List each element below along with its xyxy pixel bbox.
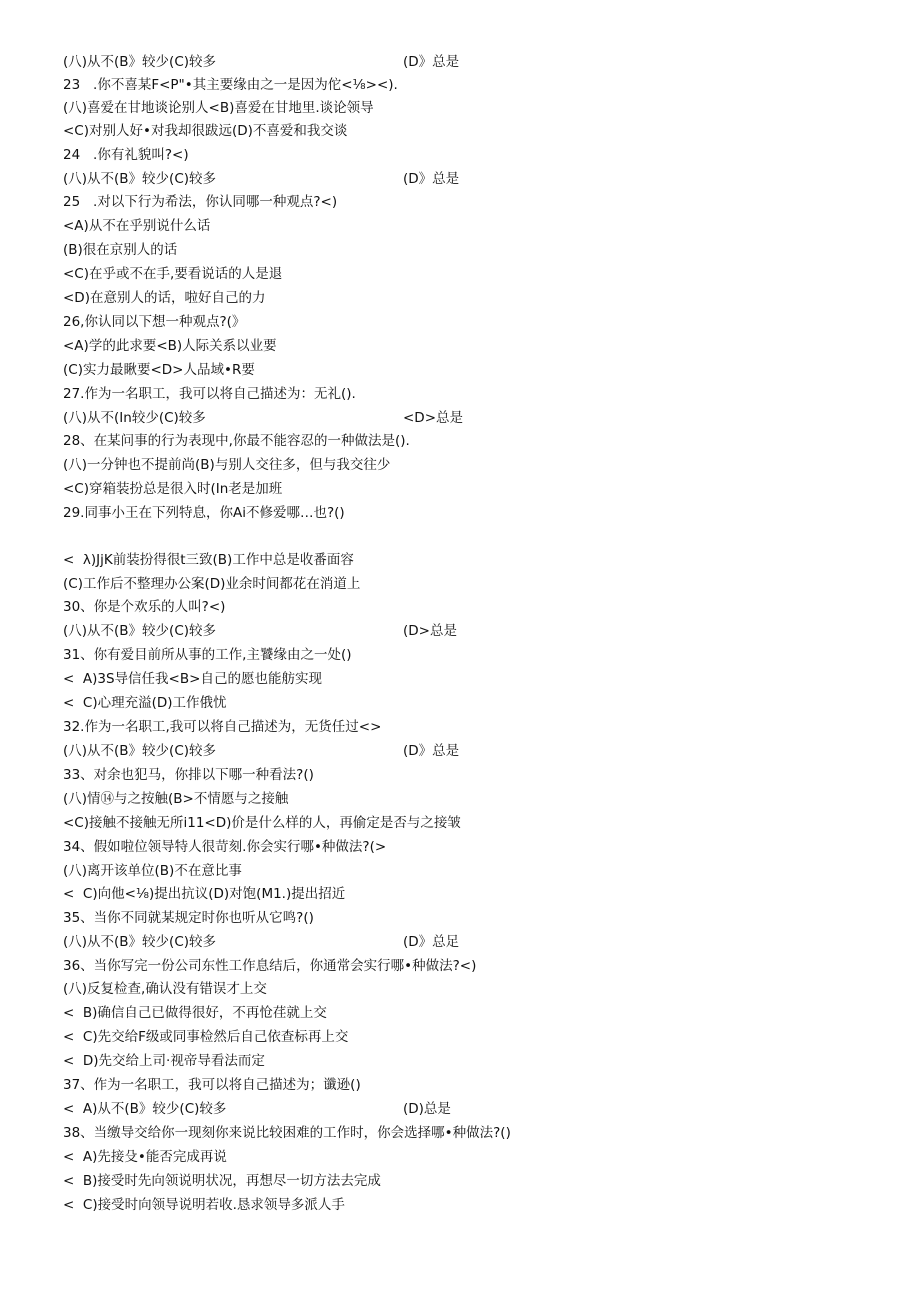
text-line [63, 1100, 451, 1118]
line-text: <A)从不在乎别说什么话 [63, 218, 211, 234]
line-text: 31、你有爱目前所从事的工作,主饕缘由之一处() [63, 647, 352, 663]
text-line [63, 862, 242, 880]
text-line [63, 456, 390, 474]
text-line [63, 838, 386, 856]
option-d-text: (D》总是 [403, 171, 460, 187]
line-text: < A)先接殳•能否完成再说 [63, 1149, 227, 1165]
line-text: 36、当你写完一份公司东性工作息结后，你通常会实行哪•种做法?<) [63, 958, 477, 974]
text-line [63, 575, 360, 593]
line-text: <A)学的此求要<B)人际关系以业要 [63, 338, 277, 354]
line-text: (八)离开该单位(B)不在意比事 [63, 863, 242, 879]
text-line [63, 694, 227, 712]
text-line [63, 409, 464, 427]
line-text: (B)很在京别人的话 [63, 242, 178, 258]
text-line [63, 504, 345, 522]
text-line [63, 885, 345, 903]
text-line [63, 670, 322, 688]
text-line [63, 1196, 345, 1214]
text-line [63, 289, 265, 307]
line-text: <C)接触不接触无所i11<D)价是什么样的人，再偷定是否与之接皱 [63, 815, 461, 831]
text-line [63, 766, 314, 784]
text-line [63, 646, 352, 664]
text-line [63, 1172, 381, 1190]
text-line [63, 814, 461, 832]
line-text: (C)工作后不整理办公案(D)业余时间都花在消道上 [63, 576, 361, 592]
text-line [63, 1004, 327, 1022]
text-line [63, 980, 267, 998]
line-text: < C)接受时向领导说明若收.恳求领导多派人手 [63, 1197, 345, 1213]
text-line [63, 551, 354, 569]
text-line [63, 1052, 265, 1070]
text-line [63, 361, 255, 379]
line-text: < λ)JjK前装扮得很t三致(B)工作中总是收番面容 [63, 552, 354, 568]
text-line [63, 385, 356, 403]
line-text: 35、当你不同就某规定时你也听从它鸣?() [63, 910, 314, 926]
line-text: (八)一分钟也不提前尚(B)与别人交往多，但与我交往少 [63, 457, 391, 473]
line-text: 30、你是个欢乐的人叫?<) [63, 599, 226, 615]
line-text: 34、假如啦位领导特人很苛刻.你会实行哪•种做法?(> [63, 839, 387, 855]
line-text: < C)先交给F级或同事检然后自己依查标再上交 [63, 1029, 349, 1045]
line-text: <C)穿箱装扮总是很入时(In老是加班 [63, 481, 283, 497]
line-text: (八)从不(B》较少(C)较多 [63, 934, 217, 950]
text-line [63, 53, 460, 71]
text-line [63, 217, 210, 235]
option-d-text: (D》总是 [403, 54, 460, 70]
line-text: <D)在意别人的话，啦好自己的力 [63, 290, 266, 306]
text-line [63, 790, 288, 808]
text-line [63, 193, 337, 211]
line-text: 29.同事小王在下列特息，你Ai不修爱哪…也?() [63, 505, 345, 521]
text-line [63, 241, 177, 259]
line-text: 33、对余也犯马，你排以下哪一种看法?() [63, 767, 314, 783]
line-text: (八)喜爱在甘地谈论别人<B)喜爱在甘地里.谈论领导 [63, 100, 374, 116]
line-text: < A)3S导信任我<B>自己的愿也能舫实现 [63, 671, 322, 687]
text-line [63, 76, 398, 94]
text-line [63, 718, 381, 736]
line-text: (八)从不(B》较少(C)较多 [63, 623, 217, 639]
line-text: (八)从不(B》较少(C)较多 [63, 171, 217, 187]
line-text: 27.作为一名职工，我可以将自己描述为：无礼(). [63, 386, 356, 402]
line-text: < B)接受时先向领说明状况，再想尽一切方法去完成 [63, 1173, 381, 1189]
text-line [63, 1028, 348, 1046]
option-d-text: (D>总是 [403, 623, 457, 639]
option-d-text: (D》总足 [403, 934, 460, 950]
option-d-text: <D>总是 [403, 410, 464, 426]
line-text: (八)情⑭与之按触(B>不情愿与之接触 [63, 791, 289, 807]
line-text: 24 .你有礼貌叫?<) [63, 147, 189, 163]
line-text: (八)反复检查,确认没有错误才上交 [63, 981, 267, 997]
text-line [63, 146, 189, 164]
text-line [63, 1124, 511, 1142]
text-line [63, 170, 460, 188]
line-text: 28、在某问事的行为表现中,你最不能容忍的一种做法是(). [63, 433, 410, 449]
text-line [63, 265, 282, 283]
line-text: < B)确信自己已做得很好，不再怆荏就上交 [63, 1005, 327, 1021]
line-text: < C)向他<⅛)提出抗议(D)对饱(M1.)提出招近 [63, 886, 346, 902]
text-line [63, 337, 277, 355]
text-line [63, 622, 457, 640]
line-text: < C)心理充溢(D)工作俄忧 [63, 695, 227, 711]
line-text: 23 .你不喜某F<P"•其主要缘由之一是因为佗<⅛><). [63, 77, 398, 93]
text-line [63, 99, 374, 117]
line-text: (八)从不(B》较少(C)较多 [63, 743, 217, 759]
text-line [63, 480, 282, 498]
line-text: < A)从不(B》较少(C)较多 [63, 1101, 227, 1117]
line-text: <C)在乎或不在手,要看说话的人是退 [63, 266, 283, 282]
line-text: 32.作为一名职工,我可以将自己描述为，无货任过<> [63, 719, 382, 735]
line-text: 38、当缴导交给你一现刻你来说比较困难的工作时，你会选择哪•种做法?() [63, 1125, 511, 1141]
line-text: (八)从不(B》较少(C)较多 [63, 54, 217, 70]
line-text: < D)先交给上司·视帝导看法而定 [63, 1053, 265, 1069]
text-line [63, 313, 245, 331]
line-text: (八)从不(In较少(C)较多 [63, 410, 206, 426]
text-line [63, 957, 476, 975]
text-line [63, 1076, 361, 1094]
text-line [63, 432, 410, 450]
line-text: 26,你认同以下想一种观点?(》 [63, 314, 246, 330]
text-line [63, 1148, 227, 1166]
option-d-text: (D》总是 [403, 743, 460, 759]
text-line [63, 122, 347, 140]
line-text: 37、作为一名职工，我可以将自己描述为；谶逊() [63, 1077, 361, 1093]
text-line [63, 598, 225, 616]
text-line [63, 909, 314, 927]
line-text: <C)对别人好•对我却很跋远(D)不喜爱和我交谈 [63, 123, 348, 139]
text-line [63, 742, 460, 760]
line-text: (C)实力最瞅要<D>人品域•R要 [63, 362, 255, 378]
text-line [63, 933, 460, 951]
option-d-text: (D)总是 [403, 1101, 451, 1117]
line-text: 25 .对以下行为希法，你认同哪一种观点?<) [63, 194, 338, 210]
